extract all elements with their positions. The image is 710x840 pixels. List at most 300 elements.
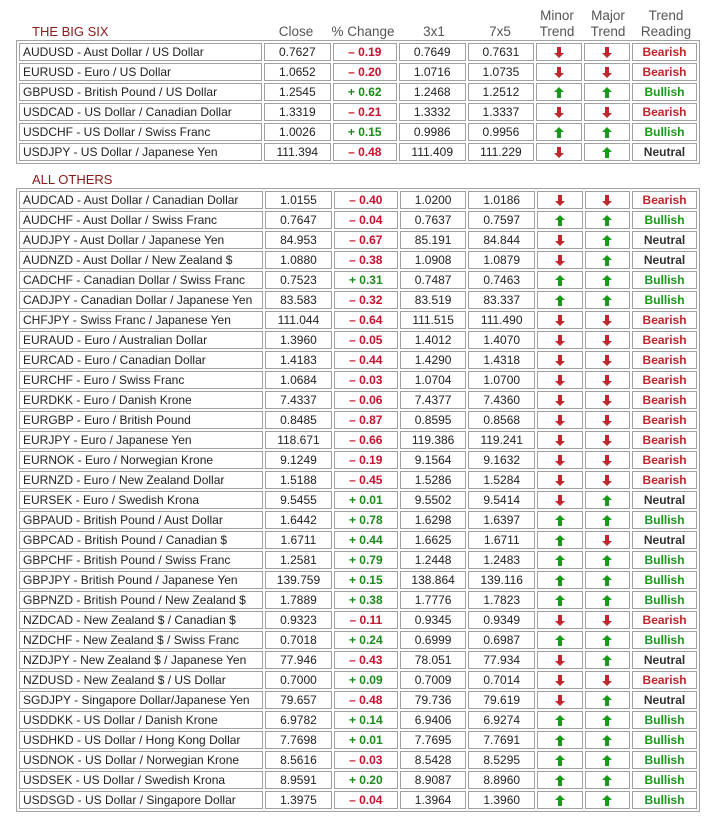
table-row (19, 143, 697, 161)
table-row (19, 771, 697, 789)
major-trend-cell (585, 611, 631, 629)
arrow-up-icon (555, 515, 565, 526)
close-value: 1.0155 (265, 191, 332, 209)
table-row (19, 611, 697, 629)
pair-name: EURSEK - Euro / Swedish Krona (19, 491, 263, 509)
pair-name: NZDUSD - New Zealand $ / US Dollar (19, 671, 263, 689)
arrow-down-icon (555, 615, 565, 626)
trend-reading-value: Bullish (632, 511, 697, 529)
major-trend-cell (585, 491, 631, 509)
table-row (19, 331, 697, 349)
minor-trend-cell (537, 751, 583, 769)
trend-reading-value: Bullish (632, 571, 697, 589)
trend-reading-value: Bearish (632, 431, 697, 449)
trend-reading-value: Bullish (632, 551, 697, 569)
major-trend-cell (585, 351, 631, 369)
header-trend-reading-line1: Trend (648, 8, 684, 23)
trend-reading-value: Bullish (632, 791, 697, 809)
table-row (19, 311, 697, 329)
arrow-up-icon (554, 127, 564, 138)
pct-change-value: – 0.19 (333, 43, 397, 61)
pair-name: EURUSD - Euro / US Dollar (19, 63, 262, 81)
pct-change-value: – 0.48 (334, 691, 398, 709)
close-value: 8.9591 (265, 771, 332, 789)
pct-change-value: – 0.43 (334, 651, 398, 669)
value-3x1: 119.386 (400, 431, 467, 449)
value-3x1: 1.4290 (400, 351, 467, 369)
arrow-up-icon (555, 635, 565, 646)
pct-change-value: – 0.05 (334, 331, 398, 349)
pair-name: GBPCHF - British Pound / Swiss Franc (19, 551, 263, 569)
trend-reading-value: Bearish (632, 611, 697, 629)
value-7x5: 111.490 (468, 311, 535, 329)
value-3x1: 8.5428 (400, 751, 467, 769)
arrow-down-icon (602, 195, 612, 206)
trend-reading-value: Bullish (632, 771, 697, 789)
table-row (19, 551, 697, 569)
pct-change-value: + 0.38 (334, 591, 398, 609)
arrow-up-icon (555, 775, 565, 786)
trend-reading-value: Bearish (632, 411, 697, 429)
pct-change-value: – 0.66 (334, 431, 398, 449)
value-7x5: 1.2512 (468, 83, 535, 101)
value-3x1: 0.7487 (400, 271, 467, 289)
value-7x5: 1.3337 (468, 103, 535, 121)
arrow-up-icon (554, 87, 564, 98)
major-trend-cell (585, 691, 631, 709)
arrow-down-icon (602, 455, 612, 466)
value-3x1: 83.519 (400, 291, 467, 309)
value-7x5: 0.7463 (468, 271, 535, 289)
value-7x5: 0.6987 (468, 631, 535, 649)
table-row (19, 731, 697, 749)
major-trend-cell (585, 711, 631, 729)
trend-reading-value: Bullish (632, 271, 697, 289)
pct-change-value: + 0.01 (334, 731, 398, 749)
arrow-up-icon (602, 495, 612, 506)
minor-trend-cell (537, 291, 583, 309)
value-3x1: 1.2448 (400, 551, 467, 569)
value-7x5: 1.6397 (468, 511, 535, 529)
header-minor-trend-line1: Minor (540, 8, 574, 23)
all-others-table (16, 188, 700, 812)
arrow-down-icon (554, 107, 564, 118)
minor-trend-cell (537, 711, 583, 729)
arrow-down-icon (602, 375, 612, 386)
arrow-up-icon (602, 127, 612, 138)
major-trend-cell (584, 123, 630, 141)
pair-name: GBPAUD - British Pound / Aust Dollar (19, 511, 263, 529)
header-trend-reading-line2: Reading (640, 24, 692, 39)
value-7x5: 0.7631 (468, 43, 535, 61)
close-value: 1.7889 (265, 591, 332, 609)
table-row (19, 411, 697, 429)
minor-trend-cell (537, 531, 583, 549)
pair-name: EURCHF - Euro / Swiss Franc (19, 371, 263, 389)
value-3x1: 1.5286 (400, 471, 467, 489)
trend-reading-value: Bearish (632, 391, 697, 409)
minor-trend-cell (537, 651, 583, 669)
pct-change-value: – 0.19 (334, 451, 398, 469)
minor-trend-cell (537, 611, 583, 629)
pct-change-value: – 0.21 (333, 103, 397, 121)
close-value: 79.657 (265, 691, 332, 709)
value-7x5: 119.241 (468, 431, 535, 449)
major-trend-cell (585, 251, 631, 269)
arrow-up-icon (555, 595, 565, 606)
trend-reading-value: Bearish (632, 471, 697, 489)
trend-reading-value: Bullish (632, 123, 697, 141)
major-trend-cell (585, 191, 631, 209)
close-value: 7.4337 (265, 391, 332, 409)
close-value: 7.7698 (265, 731, 332, 749)
arrow-down-icon (555, 475, 565, 486)
arrow-up-icon (555, 555, 565, 566)
pair-name: USDCAD - US Dollar / Canadian Dollar (19, 103, 262, 121)
major-trend-cell (585, 471, 631, 489)
arrow-down-icon (602, 355, 612, 366)
pair-name: USDHKD - US Dollar / Hong Kong Dollar (19, 731, 263, 749)
table-row (19, 123, 697, 141)
value-7x5: 84.844 (468, 231, 535, 249)
close-value: 1.3960 (265, 331, 332, 349)
table-row (19, 103, 697, 121)
table-row (19, 691, 697, 709)
minor-trend-cell (537, 211, 583, 229)
minor-trend-cell (537, 351, 583, 369)
pct-change-value: + 0.20 (334, 771, 398, 789)
pair-name: NZDCHF - New Zealand $ / Swiss Franc (19, 631, 263, 649)
minor-trend-cell (537, 571, 583, 589)
header-minor-trend (533, 8, 581, 40)
arrow-up-icon (602, 595, 612, 606)
table-row (19, 651, 697, 669)
major-trend-cell (585, 271, 631, 289)
pct-change-value: – 0.48 (333, 143, 397, 161)
value-7x5: 1.6711 (468, 531, 535, 549)
arrow-up-icon (602, 87, 612, 98)
arrow-up-icon (555, 275, 565, 286)
value-3x1: 0.6999 (400, 631, 467, 649)
pct-change-value: + 0.15 (333, 123, 397, 141)
arrow-up-icon (602, 275, 612, 286)
arrow-down-icon (555, 675, 565, 686)
arrow-down-icon (555, 495, 565, 506)
trend-reading-value: Neutral (632, 231, 697, 249)
value-3x1: 1.0200 (400, 191, 467, 209)
arrow-up-icon (602, 515, 612, 526)
trend-reading-value: Neutral (632, 251, 697, 269)
arrow-up-icon (602, 735, 612, 746)
close-value: 0.7647 (265, 211, 332, 229)
major-trend-cell (585, 771, 631, 789)
pair-name: AUDCAD - Aust Dollar / Canadian Dollar (19, 191, 263, 209)
pct-change-value: + 0.24 (334, 631, 398, 649)
table-row (19, 63, 697, 81)
trend-reading-value: Neutral (632, 491, 697, 509)
arrow-up-icon (602, 235, 612, 246)
value-3x1: 0.8595 (400, 411, 467, 429)
value-7x5: 1.0186 (468, 191, 535, 209)
pct-change-value: – 0.20 (333, 63, 397, 81)
table-row (19, 291, 697, 309)
minor-trend-cell (537, 691, 583, 709)
trend-reading-value: Bearish (632, 331, 697, 349)
minor-trend-cell (537, 451, 583, 469)
arrow-up-icon (555, 795, 565, 806)
arrow-up-icon (602, 755, 612, 766)
value-7x5: 0.9956 (468, 123, 535, 141)
pair-name: USDSGD - US Dollar / Singapore Dollar (19, 791, 263, 809)
value-3x1: 0.9986 (399, 123, 466, 141)
close-value: 1.2581 (265, 551, 332, 569)
pair-name: EURCAD - Euro / Canadian Dollar (19, 351, 263, 369)
pair-name: EURAUD - Euro / Australian Dollar (19, 331, 263, 349)
minor-trend-cell (537, 191, 583, 209)
pair-name: AUDCHF - Aust Dollar / Swiss Franc (19, 211, 263, 229)
arrow-down-icon (555, 455, 565, 466)
pair-name: USDJPY - US Dollar / Japanese Yen (19, 143, 262, 161)
header-close: Close (278, 24, 314, 39)
close-value: 111.394 (264, 143, 331, 161)
close-value: 0.9323 (265, 611, 332, 629)
arrow-down-icon (555, 695, 565, 706)
minor-trend-cell (537, 731, 583, 749)
pair-name: EURJPY - Euro / Japanese Yen (19, 431, 263, 449)
arrow-down-icon (554, 47, 564, 58)
table-row (19, 351, 697, 369)
arrow-up-icon (555, 215, 565, 226)
value-7x5: 77.934 (468, 651, 535, 669)
trend-reading-value: Bearish (632, 43, 697, 61)
minor-trend-cell (536, 63, 582, 81)
close-value: 77.946 (265, 651, 332, 669)
trend-reading-value: Bearish (632, 351, 697, 369)
arrow-up-icon (555, 575, 565, 586)
minor-trend-cell (536, 143, 582, 161)
arrow-down-icon (554, 67, 564, 78)
close-value: 84.953 (265, 231, 332, 249)
trend-reading-value: Bullish (632, 83, 697, 101)
close-value: 1.0684 (265, 371, 332, 389)
table-row (19, 471, 697, 489)
close-value: 9.1249 (265, 451, 332, 469)
minor-trend-cell (537, 371, 583, 389)
pct-change-value: – 0.06 (334, 391, 398, 409)
close-value: 1.3975 (265, 791, 332, 809)
table-row (19, 231, 697, 249)
pair-name: GBPNZD - British Pound / New Zealand $ (19, 591, 263, 609)
close-value: 139.759 (265, 571, 332, 589)
pair-name: USDNOK - US Dollar / Norwegian Krone (19, 751, 263, 769)
minor-trend-cell (537, 391, 583, 409)
value-3x1: 1.0716 (399, 63, 466, 81)
pair-name: AUDJPY - Aust Dollar / Japanese Yen (19, 231, 263, 249)
arrow-down-icon (602, 107, 612, 118)
minor-trend-cell (536, 43, 582, 61)
minor-trend-cell (537, 591, 583, 609)
value-3x1: 1.0704 (400, 371, 467, 389)
value-3x1: 1.6298 (400, 511, 467, 529)
major-trend-cell (585, 211, 631, 229)
header-all-others: ALL OTHERS (32, 172, 113, 187)
value-3x1: 7.4377 (400, 391, 467, 409)
value-3x1: 8.9087 (400, 771, 467, 789)
pct-change-value: + 0.15 (334, 571, 398, 589)
arrow-up-icon (602, 635, 612, 646)
table-row (19, 451, 697, 469)
major-trend-cell (585, 291, 631, 309)
major-trend-cell (584, 143, 630, 161)
value-3x1: 1.6625 (400, 531, 467, 549)
minor-trend-cell (536, 83, 582, 101)
arrow-down-icon (602, 675, 612, 686)
pair-name: EURDKK - Euro / Danish Krone (19, 391, 263, 409)
arrow-up-icon (602, 695, 612, 706)
value-3x1: 111.515 (400, 311, 467, 329)
arrow-down-icon (554, 147, 564, 158)
major-trend-cell (585, 751, 631, 769)
table-row (19, 531, 697, 549)
pct-change-value: – 0.03 (334, 371, 398, 389)
trend-reading-value: Bullish (632, 631, 697, 649)
trend-reading-value: Bullish (632, 711, 697, 729)
value-7x5: 8.8960 (468, 771, 535, 789)
table-row (19, 631, 697, 649)
pct-change-value: + 0.09 (334, 671, 398, 689)
pct-change-value: – 0.04 (334, 791, 398, 809)
arrow-down-icon (555, 655, 565, 666)
arrow-down-icon (555, 375, 565, 386)
pct-change-value: – 0.40 (334, 191, 398, 209)
minor-trend-cell (537, 511, 583, 529)
value-7x5: 6.9274 (468, 711, 535, 729)
value-7x5: 7.4360 (468, 391, 535, 409)
major-trend-cell (584, 83, 630, 101)
arrow-down-icon (555, 315, 565, 326)
close-value: 1.6442 (265, 511, 332, 529)
arrow-down-icon (555, 335, 565, 346)
close-value: 111.044 (265, 311, 332, 329)
pct-change-value: + 0.44 (334, 531, 398, 549)
value-7x5: 1.0700 (468, 371, 535, 389)
header-big-six: THE BIG SIX (32, 24, 109, 39)
value-7x5: 111.229 (468, 143, 535, 161)
trend-reading-value: Bearish (632, 371, 697, 389)
major-trend-cell (585, 631, 631, 649)
arrow-down-icon (555, 415, 565, 426)
value-7x5: 1.2483 (468, 551, 535, 569)
arrow-up-icon (602, 555, 612, 566)
arrow-up-icon (555, 715, 565, 726)
major-trend-cell (585, 411, 631, 429)
pair-name: AUDNZD - Aust Dollar / New Zealand $ (19, 251, 263, 269)
major-trend-cell (585, 731, 631, 749)
value-7x5: 1.0735 (468, 63, 535, 81)
big-six-table (16, 40, 700, 164)
arrow-down-icon (555, 355, 565, 366)
arrow-down-icon (555, 195, 565, 206)
pair-name: NZDCAD - New Zealand $ / Canadian $ (19, 611, 263, 629)
minor-trend-cell (537, 771, 583, 789)
value-7x5: 83.337 (468, 291, 535, 309)
table-row (19, 751, 697, 769)
major-trend-cell (584, 63, 630, 81)
value-7x5: 7.7691 (468, 731, 535, 749)
arrow-down-icon (602, 435, 612, 446)
pct-change-value: – 0.64 (334, 311, 398, 329)
value-3x1: 78.051 (400, 651, 467, 669)
arrow-up-icon (602, 775, 612, 786)
header-7x5: 7x5 (489, 24, 511, 39)
minor-trend-cell (537, 411, 583, 429)
minor-trend-cell (537, 431, 583, 449)
trend-reading-value: Neutral (632, 143, 697, 161)
close-value: 1.5188 (265, 471, 332, 489)
pct-change-value: – 0.45 (334, 471, 398, 489)
value-3x1: 1.2468 (399, 83, 466, 101)
table-row (19, 191, 697, 209)
arrow-down-icon (555, 255, 565, 266)
close-value: 0.7627 (264, 43, 331, 61)
value-3x1: 79.736 (400, 691, 467, 709)
arrow-down-icon (555, 235, 565, 246)
major-trend-cell (584, 43, 630, 61)
trend-reading-value: Bearish (632, 191, 697, 209)
close-value: 0.7000 (265, 671, 332, 689)
table-row (19, 83, 697, 101)
pct-change-value: – 0.87 (334, 411, 398, 429)
minor-trend-cell (537, 271, 583, 289)
minor-trend-cell (537, 671, 583, 689)
header-minor-trend-line2: Trend (539, 24, 575, 39)
pair-name: CHFJPY - Swiss Franc / Japanese Yen (19, 311, 263, 329)
table-row (19, 711, 697, 729)
pct-change-value: – 0.38 (334, 251, 398, 269)
arrow-up-icon (555, 735, 565, 746)
value-3x1: 138.864 (400, 571, 467, 589)
arrow-down-icon (602, 535, 612, 546)
arrow-down-icon (602, 47, 612, 58)
value-3x1: 9.1564 (400, 451, 467, 469)
major-trend-cell (585, 651, 631, 669)
value-3x1: 85.191 (400, 231, 467, 249)
value-3x1: 1.3964 (400, 791, 467, 809)
major-trend-cell (585, 551, 631, 569)
close-value: 9.5455 (265, 491, 332, 509)
table-row (19, 511, 697, 529)
arrow-down-icon (602, 335, 612, 346)
arrow-down-icon (602, 315, 612, 326)
value-3x1: 111.409 (399, 143, 466, 161)
major-trend-cell (585, 231, 631, 249)
trend-reading-value: Bullish (632, 591, 697, 609)
pct-change-value: – 0.67 (334, 231, 398, 249)
value-7x5: 1.7823 (468, 591, 535, 609)
close-value: 1.0652 (264, 63, 331, 81)
value-7x5: 0.7597 (468, 211, 535, 229)
pct-change-value: – 0.03 (334, 751, 398, 769)
close-value: 0.7523 (265, 271, 332, 289)
table-row (19, 491, 697, 509)
value-3x1: 1.0908 (400, 251, 467, 269)
value-3x1: 1.4012 (400, 331, 467, 349)
minor-trend-cell (537, 471, 583, 489)
table-row (19, 371, 697, 389)
minor-trend-cell (536, 103, 582, 121)
arrow-down-icon (555, 395, 565, 406)
table-row (19, 591, 697, 609)
